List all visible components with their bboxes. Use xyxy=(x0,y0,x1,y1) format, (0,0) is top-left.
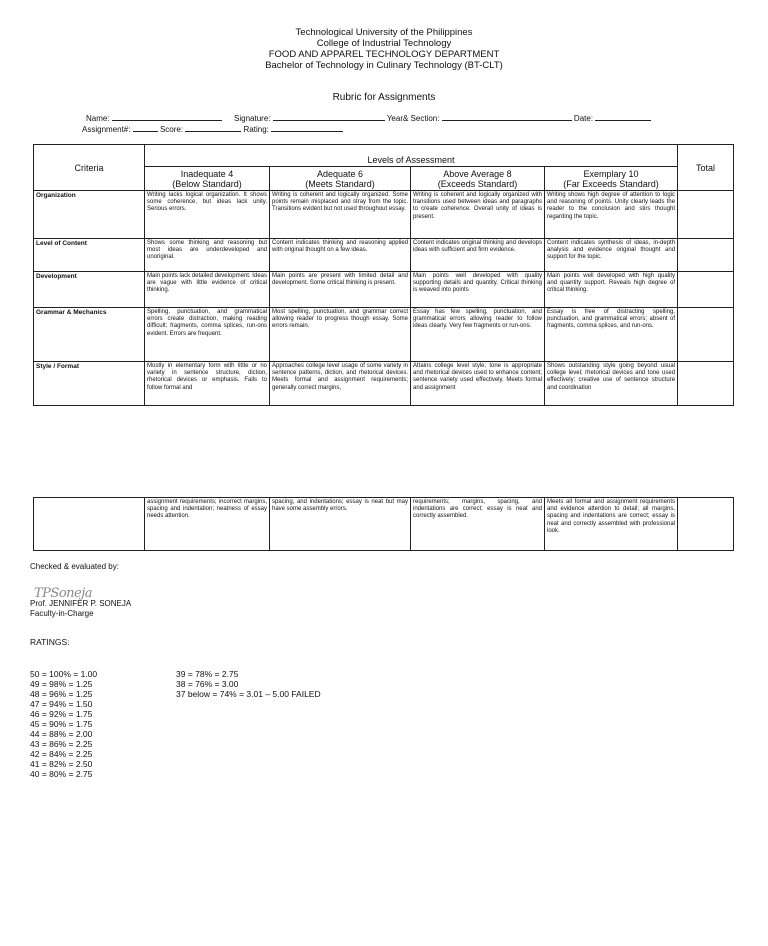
document-header xyxy=(0,27,768,71)
rubric-cell: Content indicates thinking and reasoning applied with original thought on a few ideas. xyxy=(270,239,411,272)
total-cell[interactable] xyxy=(678,308,734,362)
total-cell[interactable] xyxy=(678,362,734,406)
level-header-inadequate: Inadequate 4 (Below Standard) xyxy=(145,167,270,191)
rubric-cell: Shows some thinking and reasoning but most ideas are underdeveloped and unoriginal. xyxy=(145,239,270,272)
rubric-cell: Main points well developed with quality supporting details and quantity. Critical thinking is weaved into points xyxy=(411,272,545,308)
signature-field[interactable] xyxy=(273,112,385,121)
rubric-row-organization xyxy=(34,191,734,239)
date-label: Date: xyxy=(573,114,594,123)
criterion-label: Grammar & Mechanics xyxy=(34,308,145,362)
rating-line: 44 = 88% = 2.00 xyxy=(30,729,93,739)
rubric-cell: Main points are present with limited detail and development. Some critical thinking is present. xyxy=(270,272,411,308)
department-name: FOOD AND APPAREL TECHNOLOGY DEPARTMENT xyxy=(268,49,500,60)
total-cell[interactable] xyxy=(678,272,734,308)
name-field[interactable] xyxy=(112,112,222,121)
total-cell[interactable] xyxy=(678,191,734,239)
criterion-label: Style / Format xyxy=(34,362,145,406)
university-name: Technological University of the Philippines xyxy=(295,27,473,38)
rubric-cell: spacing, and indentations; essay is neat but may have some assembly errors. xyxy=(270,498,411,551)
rubric-cell: Main points lack detailed development. Ideas are vague with little evidence of critical thinking. xyxy=(145,272,270,308)
rubric-cell: Content indicates original thinking and develops ideas with sufficient and firm evidence. xyxy=(411,239,545,272)
rating-line: 41 = 82% = 2.50 xyxy=(30,759,93,769)
rubric-row-style-format xyxy=(34,362,734,406)
rating-line: 48 = 96% = 1.25 xyxy=(30,689,93,699)
rubric-continuation-table xyxy=(33,497,734,551)
rating-line: 50 = 100% = 1.00 xyxy=(30,669,98,679)
criterion-label xyxy=(34,498,145,551)
rubric-row-style-format-continued xyxy=(34,498,734,551)
date-field[interactable] xyxy=(595,112,651,121)
assignment-field[interactable] xyxy=(133,123,158,132)
rubric-row-development xyxy=(34,272,734,308)
rubric-cell: Essay has few spelling, punctuation, and grammatical errors allowing reader to follow ideas clearly. Very few fragments or run-ons. xyxy=(411,308,545,362)
page-title: Rubric for Assignments xyxy=(332,92,436,103)
rating-line: 42 = 84% = 2.25 xyxy=(30,749,93,759)
ratings-title: RATINGS: xyxy=(30,637,70,647)
rubric-row-grammar xyxy=(34,308,734,362)
form-row-1 xyxy=(86,112,651,123)
rubric-cell: Writing is coherent and logically organized with transitions used between ideas and paragraphs to create coherence. Overall unity of ideas is present. xyxy=(411,191,545,239)
evaluator-name: Prof. JENNIFER P. SONEJA xyxy=(30,599,132,608)
rating-line: 39 = 78% = 2.75 xyxy=(176,669,239,679)
evaluator-role: Faculty-in-Charge xyxy=(30,609,94,618)
form-row-2 xyxy=(82,123,343,134)
rubric-cell: Attains college level style; tone is appropriate and rhetorical devices used to enhance content; sentence variety used effectively. Meets formal and assignment xyxy=(411,362,545,406)
criterion-label: Development xyxy=(34,272,145,308)
year-section-field[interactable] xyxy=(442,112,572,121)
rating-line: 49 = 98% = 1.25 xyxy=(30,679,93,689)
name-label: Name: xyxy=(86,114,110,123)
checked-by-label: Checked & evaluated by: xyxy=(30,562,119,571)
rating-field[interactable] xyxy=(271,123,343,132)
rubric-cell: Main points well developed with high quality and quantity support. Reveals high degree of critical thinking. xyxy=(545,272,678,308)
rubric-cell: Most spelling, punctuation, and grammar correct allowing reader to progress though essay. Some errors remain. xyxy=(270,308,411,362)
rubric-cell: Shows outstanding style going beyond usual college level; rhetorical devices and tone used effectively; creative use of sentence structure and coordination xyxy=(545,362,678,406)
program-name: Bachelor of Technology in Culinary Technology (BT-CLT) xyxy=(265,60,503,71)
rubric-cell: Meets all formal and assignment requirements and evidence attention to detail; all margins, spacing and indentations are correct; essay is neat and correctly assembled with professional look. xyxy=(545,498,678,551)
college-name: College of Industrial Technology xyxy=(316,38,452,49)
criterion-label: Organization xyxy=(34,191,145,239)
rubric-cell: Mostly in elementary form with little or no variety in sentence structure, diction, rhetorical devices or emphasis. Fails to follow formal and xyxy=(145,362,270,406)
rating-line: 46 = 92% = 1.75 xyxy=(30,709,93,719)
signature-label: Signature: xyxy=(234,114,271,123)
rating-line: 43 = 86% = 2.25 xyxy=(30,739,93,749)
rubric-table xyxy=(33,144,734,406)
criteria-header: Criteria xyxy=(34,145,145,191)
rubric-cell: Spelling, punctuation, and grammatical errors create distraction, making reading difficult; fragments, comma splices, run-ons evident. Errors are frequent. xyxy=(145,308,270,362)
rubric-cell: Writing shows high degree of attention to logic and reasoning of points. Unity clearly leads the reader to the conclusion and stirs thought regarding the topic. xyxy=(545,191,678,239)
rubric-cell: Essay is free of distracting spelling, punctuation, and grammatical errors; absent of fragments, comma splices, and run-ons. xyxy=(545,308,678,362)
total-cell[interactable] xyxy=(678,498,734,551)
score-label: Score: xyxy=(159,125,184,134)
rubric-cell: Writing lacks logical organization. It shows some coherence, but ideas lack unity. Serious errors. xyxy=(145,191,270,239)
rating-line: 38 = 76% = 3.00 xyxy=(176,679,239,689)
rating-line: 37 below = 74% = 3.01 – 5.00 FAILED xyxy=(176,689,321,699)
total-cell[interactable] xyxy=(678,239,734,272)
rating-line: 40 = 80% = 2.75 xyxy=(30,769,93,779)
rubric-cell: Writing is coherent and logically organized. Some points remain misplaced and stray from the topic. Transitions evident but not used throughout essay. xyxy=(270,191,411,239)
rubric-cell: Approaches college level usage of some variety in sentence patterns, diction, and rhetorical devices. Meets formal and assignment requirements; generally correct margins, xyxy=(270,362,411,406)
assignment-label: Assignment#: xyxy=(82,125,131,134)
rubric-row-level-of-content xyxy=(34,239,734,272)
rubric-cell: assignment requirements; incorrect margins, spacing and indentation; neatness of essay needs attention. xyxy=(145,498,270,551)
level-header-exemplary: Exemplary 10 (Far Exceeds Standard) xyxy=(545,167,678,191)
levels-header: Levels of Assessment xyxy=(145,145,678,167)
criterion-label: Level of Content xyxy=(34,239,145,272)
rating-label: Rating: xyxy=(243,125,269,134)
total-header: Total xyxy=(678,145,734,191)
score-field[interactable] xyxy=(185,123,241,132)
rubric-cell: requirements; margins, spacing, and indentations are correct; essay is neat and correctly assembled. xyxy=(411,498,545,551)
ratings-column-1 xyxy=(30,669,97,779)
ratings-column-2 xyxy=(176,669,321,699)
year-section-label: Year& Section: xyxy=(386,114,440,123)
rating-line: 47 = 94% = 1.50 xyxy=(30,699,93,709)
rubric-cell: Content indicates synthesis of ideas, in-depth analysis and evidence original thought and support for the topic. xyxy=(545,239,678,272)
level-header-above-average: Above Average 8 (Exceeds Standard) xyxy=(411,167,545,191)
level-header-adequate: Adequate 6 (Meets Standard) xyxy=(270,167,411,191)
evaluator-signature: TPSoneja xyxy=(34,586,92,601)
rating-line: 45 = 90% = 1.75 xyxy=(30,719,93,729)
